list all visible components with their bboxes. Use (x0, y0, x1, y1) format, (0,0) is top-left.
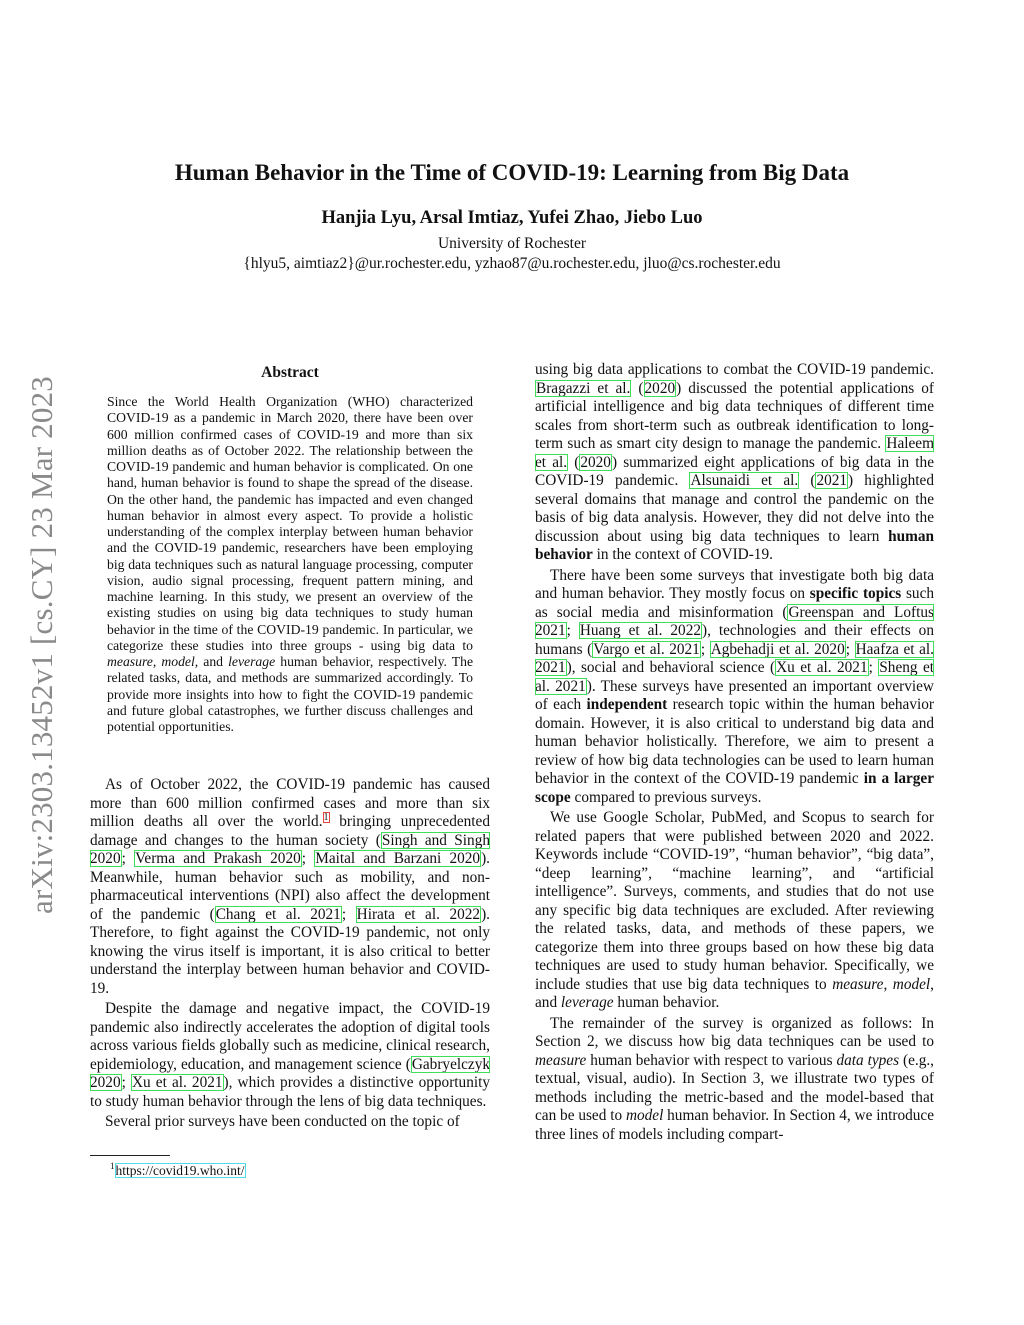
paragraph: Several prior surveys have been conducted on the topic of (105, 1113, 460, 1130)
text: ( (799, 472, 816, 489)
footnote (110, 1161, 246, 1179)
paragraph (535, 361, 934, 565)
citation-link[interactable]: Alsunaidi et al. (690, 472, 799, 489)
text: ; (700, 640, 710, 658)
abstract-sep: , and (194, 654, 229, 669)
abstract-measure: measure (107, 654, 153, 669)
paper-affiliation: University of Rochester (437, 235, 587, 252)
citation-link[interactable]: Verma and Prakash 2020 (135, 850, 301, 867)
emphasis: model (892, 975, 931, 993)
arxiv-identifier-text: arXiv:2303.13452v1 [cs.CY] 23 Mar 2023 (24, 376, 60, 914)
text: ; (566, 622, 579, 639)
abstract-sep: , (152, 654, 162, 669)
paper-emails: {hlyu5, aimtiaz2}@ur.rochester.edu, yzhao87@u.rochester.edu, jluo@cs.rochester.edu (243, 255, 781, 272)
text: in the context of COVID-19. (592, 546, 773, 563)
citation-link[interactable]: Singh and Singh 2020 (90, 831, 490, 867)
right-column (535, 361, 934, 1144)
text: ). Meanwhile, human behavior such as mobility, and non-pharmaceutical interventions (NPI) also affect the development of the pandemic ( (90, 850, 490, 923)
emphasis: model (625, 1107, 664, 1124)
text: , and (535, 975, 934, 1011)
text: ). These surveys have presented an important overview of each (535, 677, 934, 713)
citation-link[interactable]: Sheng et al. 2021 (535, 659, 935, 695)
citation-link[interactable]: Haafza et al. 2021 (535, 640, 934, 676)
text: ( (631, 379, 644, 397)
text: ) highlighted several domains that manage and control the pandemic on the basis of big data analysis. However, they did not delve into the discussion about using big data techniques to learn (535, 472, 934, 545)
emphasis: specific topics (809, 585, 902, 602)
abstract-leverage: leverage (228, 654, 276, 669)
text: human behavior with respect to various (586, 1051, 837, 1069)
emphasis: in a larger scope (535, 770, 934, 806)
citation-link[interactable]: 2021 (816, 472, 848, 489)
emphasis: leverage (560, 994, 614, 1011)
left-column (90, 776, 490, 1132)
abstract-model: model (161, 654, 195, 669)
citation-link[interactable]: 2020 (580, 453, 611, 471)
abstract-text: human behavior, respectively. The related tasks, data, and methods are summarized accordingly. To provide more insights into how to fight the COVID-19 pandemic and future global catastrophes, we further discuss challenges and potential opportunities. (107, 654, 474, 734)
citation-link[interactable]: Bragazzi et al. (536, 379, 631, 397)
text: ; (868, 659, 879, 676)
text: using big data applications to combat the COVID-19 pandemic. (535, 361, 934, 378)
footnote-divider (90, 1155, 170, 1156)
citation-link[interactable]: Maital and Barzani 2020 (315, 850, 481, 867)
footnote-ref-link[interactable]: 1 (323, 811, 329, 823)
text: Despite the damage and negative impact, the COVID-19 pandemic also indirectly accelerates the adoption of digital tools across various fields globally such as medicine, clinical research, epidemiology, education, and management science ( (90, 1000, 490, 1073)
text: bringing unprecedented damage and changes to the human society ( (90, 813, 490, 849)
paragraph (90, 776, 490, 998)
text: compared to previous surveys. (570, 788, 762, 806)
text: ). Therefore, to fight against the COVID-19 pandemic, not only knowing the virus itself is important, it is also critical to better understand the interplay between human behavior and COVID-19. (90, 905, 490, 997)
citation-link[interactable]: Haleem et al. (535, 435, 934, 471)
text: ; (121, 1074, 131, 1091)
emphasis: data types (836, 1051, 900, 1069)
footnote-mark: 1 (110, 1161, 115, 1171)
text: The remainder of the survey is organized as follows: In Section 2, we discuss how big data techniques can be used to (535, 1014, 934, 1050)
paragraph (90, 1000, 490, 1111)
paragraph (535, 1015, 934, 1145)
citation-link[interactable]: Hirata et al. 2022 (356, 905, 481, 923)
citation-link[interactable]: 2020 (644, 379, 676, 397)
citation-link[interactable]: Agbehadji et al. 2020 (710, 640, 845, 658)
text: There have been some surveys that investigate both big data and human behavior. They mostly focus on (535, 566, 934, 602)
text: ), social and behavioral science ( (566, 659, 776, 676)
text: ; (301, 850, 315, 867)
text: ( (568, 453, 580, 471)
citation-link[interactable]: Huang et al. 2022 (579, 622, 701, 639)
citation-link[interactable]: Xu et al. 2021 (776, 659, 868, 676)
citation-link[interactable]: Greenspan and Loftus 2021 (535, 603, 934, 639)
text: research topic within the human behavior domain. However, it is also critical to understand big data and human behavior holistically. Therefore, we aim to present a review of how big data technologies can be used to learn human behavior in the context of the COVID-19 pandemic (535, 696, 934, 787)
emphasis: independent (586, 696, 668, 713)
emphasis: measure (535, 1051, 587, 1069)
paper-authors: Hanjia Lyu, Arsal Imtiaz, Yufei Zhao, Jiebo Luo (321, 208, 703, 228)
footnote-url-link[interactable]: https://covid19.who.int/ (115, 1162, 245, 1178)
text: We use Google Scholar, PubMed, and Scopus to search for related papers that were published between 2020 and 2022. Keywords include “COVID-19”, “human behavior”, “big data”, “deep learning”, “machine learning”, and “artificial intelligence”. Surveys, comments, and studies that do not use any specific big data techniques are excluded. After reviewing the related tasks, data, and methods of these papers, we categorize them into three groups based on how these big data techniques are used to study human behavior. Specifically, we include studies that use big data techniques to (535, 809, 934, 993)
abstract-body (107, 394, 473, 735)
text: ; (121, 850, 135, 867)
text: human behavior. (613, 994, 720, 1011)
text: human behavior. In Section 4, we introduce three lines of models including compart- (535, 1107, 934, 1143)
text: ), which provides a distinctive opportunity to study human behavior through the lens of big data techniques. (90, 1074, 490, 1110)
paragraph (535, 809, 934, 1013)
citation-link[interactable]: Gabryelczyk 2020 (90, 1055, 490, 1091)
text: (e.g., textual, visual, audio). In Section 3, we illustrate two types of methods including the metric-based and the model-based that can be used to (535, 1051, 934, 1124)
abstract-heading: Abstract (261, 364, 319, 381)
text: ) discussed the potential applications of artificial intelligence and big data techniques of different time scales from short-term such as outbreak identification to long-term such as smart city design to manage the pandemic. (535, 379, 935, 452)
paper-title: Human Behavior in the Time of COVID-19: Learning from Big Data (174, 160, 850, 185)
text: ) summarized eight applications of big data in the COVID-19 pandemic. (535, 453, 934, 489)
abstract-text: Since the World Health Organization (WHO) characterized COVID-19 as a pandemic in March 2020, there have been over 600 million confirmed cases of COVID-19 and more than six million deaths as of October 2022. The relationship between the COVID-19 pandemic and human behavior is complicated. On one hand, human behavior is found to shape the spread of the disease. On the other hand, the pandemic has impacted and even changed human behavior in almost every aspect. To provide a holistic understanding of the complex interplay between human behavior and the COVID-19 pandemic, researchers have been employing big data techniques such as natural language processing, computer vision, audio signal processing, frequent pattern mining, and machine learning. In this study, we present an overview of the existing studies on using big data techniques to study human behavior in the time of the COVID-19 pandemic. In particular, we categorize these studies into three groups - using big data to (107, 394, 473, 653)
text: ; (845, 640, 855, 658)
emphasis: measure (832, 975, 884, 993)
text: such as social media and misinformation ( (535, 585, 935, 621)
citation-link[interactable]: Xu et al. 2021 (131, 1074, 223, 1091)
citation-link[interactable]: Chang et al. 2021 (215, 905, 341, 923)
paragraph (535, 567, 934, 808)
text: , (883, 975, 893, 993)
emphasis: human behavior (535, 527, 934, 563)
text: ), technologies and their effects on humans ( (535, 622, 934, 658)
arxiv-identifier (22, 345, 62, 945)
citation-link[interactable]: Vargo et al. 2021 (593, 640, 700, 658)
text: ; (341, 905, 356, 923)
text: As of October 2022, the COVID-19 pandemic has caused more than 600 million confirmed cases and more than six million deaths all over the world. (90, 776, 490, 830)
